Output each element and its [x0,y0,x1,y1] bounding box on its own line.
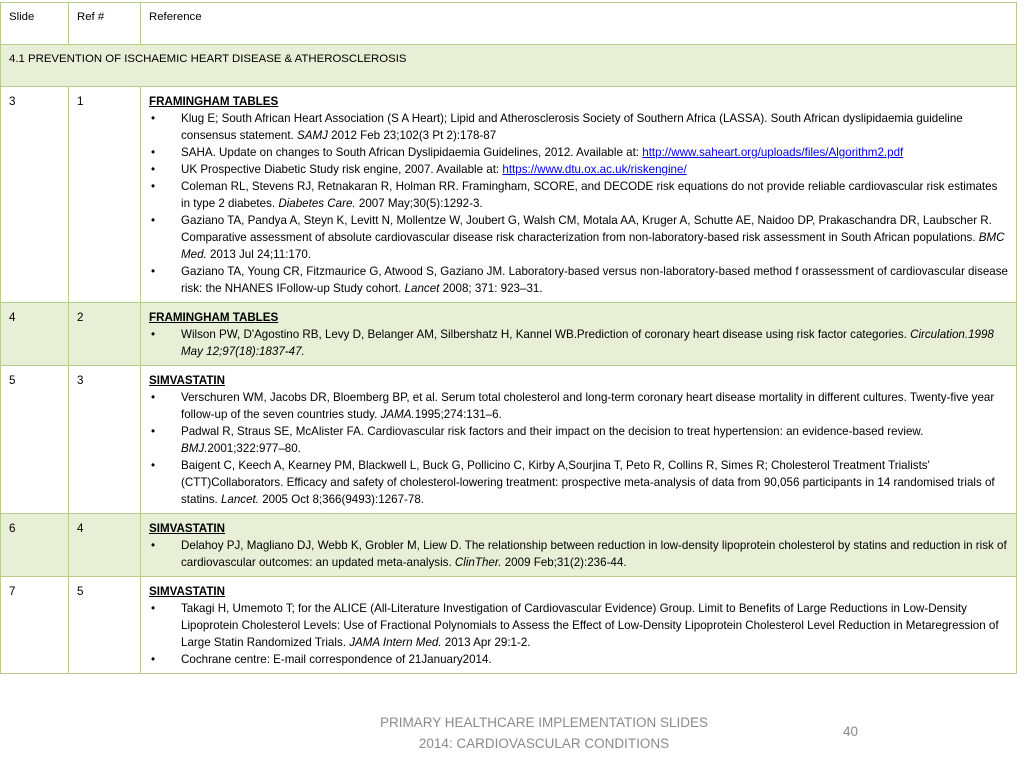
citation-journal: JAMA. [380,408,415,421]
citation-text: 1995;274:131–6. [414,408,502,421]
citation-text: Padwal R, Straus SE, McAlister FA. Cardiovascular risk factors and their impact on the decision to treat hypertension: an evidence-based review. [181,425,924,438]
ref-number-cell: 3 [69,366,141,514]
reference-link[interactable]: https://www.dtu.ox.ac.uk/riskengine/ [502,163,687,176]
citation-text: 2013 Apr 29:1-2. [441,636,531,649]
reference-item [149,389,1008,423]
bullet-icon: • [151,425,156,438]
ref-number-cell: 2 [69,303,141,366]
reference-cell [141,366,1017,514]
citation-text: 2007 May;30(5):1292-3. [355,197,483,210]
slide-number-cell: 3 [1,87,69,303]
citation-journal: Lancet. [220,493,259,506]
table-row [1,87,1017,303]
citation-journal: BMC Med. [181,231,1005,261]
bullet-icon: • [151,163,156,176]
reference-list [149,537,1008,571]
bullet-icon: • [151,602,156,615]
citation-text: 2013 Jul 24;11:170. [206,248,311,261]
reference-cell [141,303,1017,366]
slide-number-cell: 7 [1,577,69,674]
bullet-icon: • [151,180,156,193]
citation-text: Cochrane centre: E-mail correspondence of 21January2014. [181,653,492,666]
table-row [1,366,1017,514]
citation-text: 2009 Feb;31(2):236-44. [501,556,627,569]
footer-line-2: 2014: CARDIOVASCULAR CONDITIONS [418,736,670,751]
header-row [1,3,1017,45]
reference-list [149,326,1008,360]
bullet-icon: • [151,265,156,278]
slide-number-cell: 5 [1,366,69,514]
citation-text: Delahoy PJ, Magliano DJ, Webb K, Grobler M, Liew D. The relationship between reduction in low-density lipoprotein cholesterol by statins and reduction in risk of cardiovascular outcomes: an updated meta-analysis. [181,539,1007,569]
bullet-icon: • [151,539,156,552]
section-row [1,45,1017,87]
reference-item [149,178,1008,212]
citation-text: Wilson PW, D'Agostino RB, Levy D, Belanger AM, Silbershatz H, Kannel WB.Prediction of coronary heart disease using risk factor categories. [181,328,911,341]
header-reference: Reference [141,3,1017,45]
reference-item [149,161,1008,178]
bullet-icon: • [151,391,156,404]
reference-item [149,110,1008,144]
header-ref-number: Ref # [69,3,141,45]
reference-cell [141,514,1017,577]
citation-text: 2005 Oct 8;366(9493):1267-78. [258,493,424,506]
ref-number-cell: 4 [69,514,141,577]
citation-text: 2001;322:977–80. [207,442,301,455]
bullet-icon: • [151,112,156,125]
bullet-icon: • [151,459,156,472]
reference-list [149,600,1008,668]
section-title: 4.1 PREVENTION OF ISCHAEMIC HEART DISEASE & ATHEROSCLEROSIS [1,45,1017,87]
reference-group-title: SIMVASTATIN [149,522,225,535]
reference-group-title: FRAMINGHAM TABLES [149,95,279,108]
reference-item [149,537,1008,571]
reference-item [149,423,1008,457]
reference-link[interactable]: http://www.saheart.org/uploads/files/Algorithm2.pdf [642,146,904,159]
table-row [1,577,1017,674]
reference-table [0,2,1017,674]
citation-journal: Circulation.1998 May 12;97(18):1837-47. [181,328,994,358]
reference-list [149,110,1008,297]
reference-item [149,326,1008,360]
citation-text: Klug E; South African Heart Association (S A Heart); Lipid and Atherosclerosis Society of Southern Africa (LASSA). South African dyslipidaemia guideline consensus statement. [181,112,963,142]
reference-cell [141,577,1017,674]
reference-group-title: SIMVASTATIN [149,585,225,598]
citation-text: 2008; 371: 923–31. [439,282,543,295]
citation-journal: Diabetes Care. [278,197,356,210]
citation-text: UK Prospective Diabetic Study risk engine, 2007. Available at: [181,163,503,176]
citation-journal: Lancet [404,282,440,295]
citation-text: Coleman RL, Stevens RJ, Retnakaran R, Holman RR. Framingham, SCORE, and DECODE risk equations do not provide reliable cardiovascular risk estimates in type 2 diabetes. [181,180,998,210]
reference-table-body [1,3,1017,674]
reference-item [149,263,1008,297]
reference-item [149,144,1008,161]
citation-journal: JAMA Intern Med. [349,636,442,649]
citation-text: Verschuren WM, Jacobs DR, Bloemberg BP, et al. Serum total cholesterol and long-term coronary heart disease mortality in different cultures. Twenty-five year follow-up of the seven countries study. [181,391,995,421]
slide-footer [340,712,748,754]
reference-group-title: FRAMINGHAM TABLES [149,311,279,324]
bullet-icon: • [151,146,156,159]
footer-line-1: PRIMARY HEALTHCARE IMPLEMENTATION SLIDES [379,715,709,730]
reference-item [149,600,1008,651]
header-slide: Slide [1,3,69,45]
reference-group-title: SIMVASTATIN [149,374,225,387]
reference-cell [141,87,1017,303]
citation-text: Takagi H, Umemoto T; for the ALICE (All-Literature Investigation of Cardiovascular Evidence) Group. Limit to Benefits of Large Reductions in Low-Density Lipoprotein Cholesterol Levels: Use of Fractional Polynomials to Assess the Effect of Low-Density Lipoprotein Cholesterol Level Reduction in Metaregression of Large Statin Randomized Trials. [181,602,999,649]
citation-text: SAHA. Update on changes to South African Dyslipidaemia Guidelines, 2012. Available at: [181,146,643,159]
slide-number-cell: 6 [1,514,69,577]
citation-journal: BMJ. [181,442,208,455]
bullet-icon: • [151,214,156,227]
reference-item [149,651,1008,668]
slide-number-cell: 4 [1,303,69,366]
citation-journal: SAMJ [297,129,328,142]
table-row [1,514,1017,577]
bullet-icon: • [151,653,156,666]
citation-text: 2012 Feb 23;102(3 Pt 2):178-87 [327,129,497,142]
reference-item [149,212,1008,263]
citation-journal: ClinTher. [454,556,502,569]
reference-item [149,457,1008,508]
bullet-icon: • [151,328,156,341]
citation-text: Gaziano TA, Pandya A, Steyn K, Levitt N, Mollentze W, Joubert G, Walsh CM, Motala AA, Kruger A, Schutte AE, Naidoo DP, Prakaschandra DR, Laubscher R. Comparative assessment of absolute cardiovascular disease risk characterization from non-laboratory-based risk assessment in South African populations. [181,214,992,244]
page-number: 40 [843,724,859,739]
table-row [1,303,1017,366]
ref-number-cell: 5 [69,577,141,674]
citation-text: Baigent C, Keech A, Kearney PM, Blackwell L, Buck G, Pollicino C, Kirby A,Sourjina T, Peto R, Collins R, Simes R; Cholesterol Treatment Trialists' (CTT)Collaborators. Efficacy and safety of cholesterol-lowering treatment: prospective meta-analysis of data from 90,056 participants in 14 randomised trials of statins. [181,459,995,506]
reference-list [149,389,1008,508]
ref-number-cell: 1 [69,87,141,303]
citation-text: Gaziano TA, Young CR, Fitzmaurice G, Atwood S, Gaziano JM. Laboratory-based versus non-laboratory-based method f orassessment of cardiovascular disease risk: the NHANES IFollow-up Study cohort. [181,265,1009,295]
